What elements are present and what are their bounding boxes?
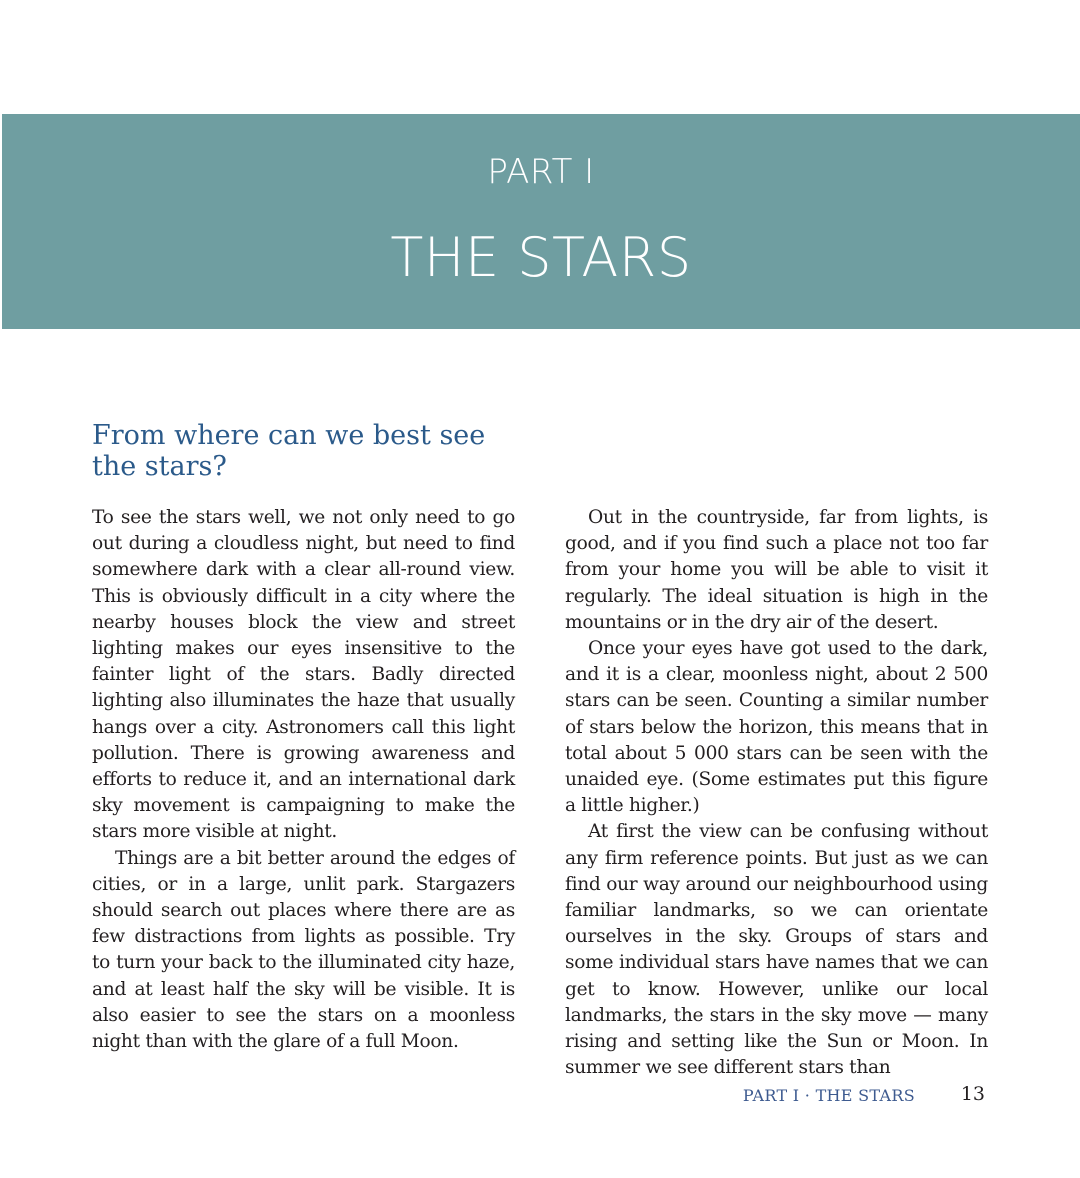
part-title: THE STARS <box>390 226 692 289</box>
paragraph: At first the view can be confusing without any firm reference points. But just as we can find our way around our neighbourhood using familiar landmarks, so we can orientate ourselves in the sky. Groups of stars and some individual stars have names that we can get to know. However, unlike our local landmarks, the stars in the sky move — many rising and setting like the Sun or Moon. In summer we see different stars than <box>565 821 988 1079</box>
left-column <box>92 505 515 1055</box>
right-column <box>565 505 988 1081</box>
part-label: PART I <box>487 152 595 192</box>
paragraph: Out in the countryside, far from lights, is good, and if you find such a place not too far from your home you will be able to visit it regularly. The ideal situation is high in the mountains or in the dry air of the desert. <box>565 507 988 633</box>
part-banner <box>2 114 1080 329</box>
paragraph: To see the stars well, we not only need to go out during a cloudless night, but need to find somewhere dark with a clear all-round view. This is obviously difficult in a city where the nearby houses block the view and street lighting makes our eyes insensitive to the fainter light of the stars. Badly directed lighting also illuminates the haze that usually hangs over a city. Astronomers call this light pollution. There is growing awareness and efforts to reduce it, and an international dark sky movement is campaigning to make the stars more visible at night. <box>92 507 515 843</box>
paragraph: Once your eyes have got used to the dark, and it is a clear, moonless night, about 2 500 stars can be seen. Counting a similar number of stars below the horizon, this means that in total about 5 000 stars can be seen with the unaided eye. (Some estimates put this figure a little higher.) <box>565 638 988 817</box>
running-head: PART I · THE STARS <box>742 1086 915 1105</box>
page-number: 13 <box>960 1083 985 1105</box>
paragraph: Things are a bit better around the edges of cities, or in a large, unlit park. Stargazers should search out places where there are as few distractions from lights as possible. Try to turn your back to the illuminated city haze, and at least half the sky will be visible. It is also easier to see the stars on a moonless night than with the glare of a full Moon. <box>92 847 515 1053</box>
section-heading: From where can we best see the stars? <box>92 420 486 482</box>
